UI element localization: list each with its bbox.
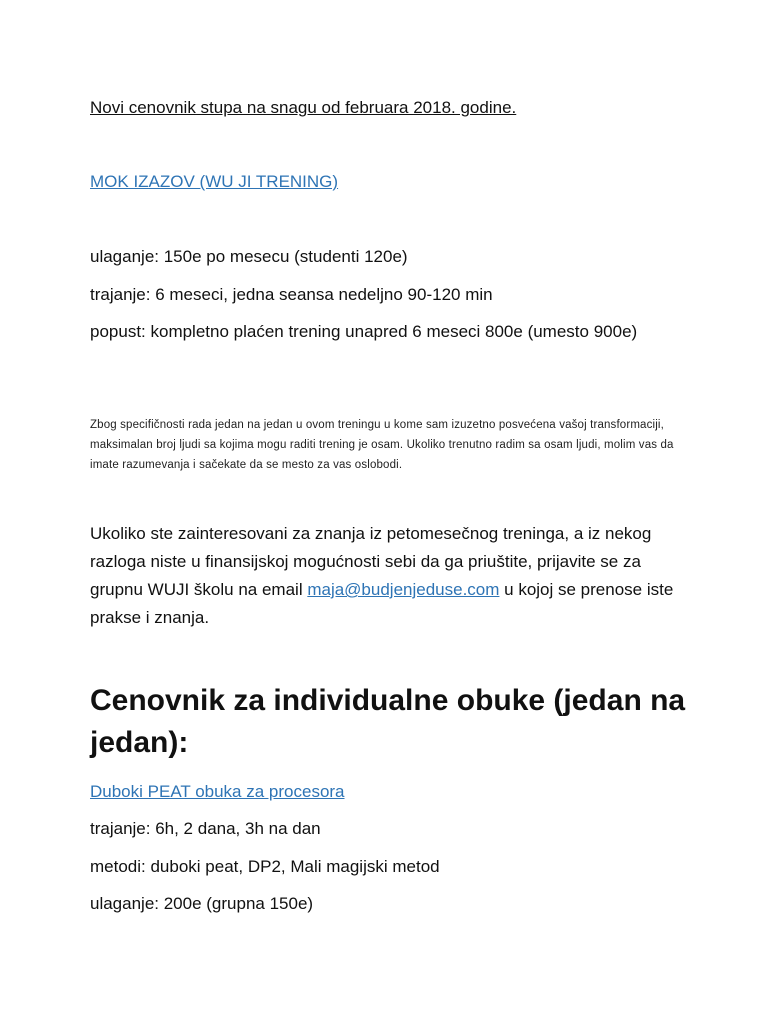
discount-line: popust: kompletno plaćen trening unapred 6 meseci 800e (umesto 900e): [90, 322, 638, 341]
price-list-notice: Novi cenovnik stupa na snagu od februara 2018. godine.: [90, 98, 517, 117]
investment-line: ulaganje: 150e po mesecu (studenti 120e): [90, 247, 408, 266]
course-methods: metodi: duboki peat, DP2, Mali magijski metod: [90, 857, 440, 876]
group-offer-text: Ukoliko ste zainteresovani za znanja iz petomesečnog treninga, a iz nekog razloga niste u finansijskoj mogućnosti sebi da ga priuštite, prijavite se za grupnu WUJI školu na email: [90, 524, 652, 599]
mok-izazov-link[interactable]: MOK IZAZOV (WU JI TRENING): [90, 172, 339, 191]
course-investment: ulaganje: 200e (grupna 150e): [90, 894, 314, 913]
course-duration: trajanje: 6h, 2 dana, 3h na dan: [90, 819, 321, 838]
capacity-note: Zbog specifičnosti rada jedan na jedan u ovom treningu u kome sam izuzetno posvećena vašoj transformaciji, maksimalan broj ljudi sa kojima mogu raditi trening je osam. Ukoliko trenutno radim sa osam ljudi, molim vas da imate razumevanja i sačekate da se mesto za vas oslobodi.: [90, 419, 674, 471]
email-link[interactable]: maja@budjenjeduse.com: [307, 580, 500, 599]
section-heading: Cenovnik za individualne obuke (jedan na jedan):: [90, 684, 686, 759]
group-offer-text-end: u kojoj se prenose iste prakse i znanja.: [90, 580, 674, 627]
peat-course-link[interactable]: Duboki PEAT obuka za procesora: [90, 782, 345, 801]
group-offer-paragraph: [90, 520, 690, 632]
duration-line: trajanje: 6 meseci, jedna seansa nedeljno 90-120 min: [90, 285, 493, 304]
